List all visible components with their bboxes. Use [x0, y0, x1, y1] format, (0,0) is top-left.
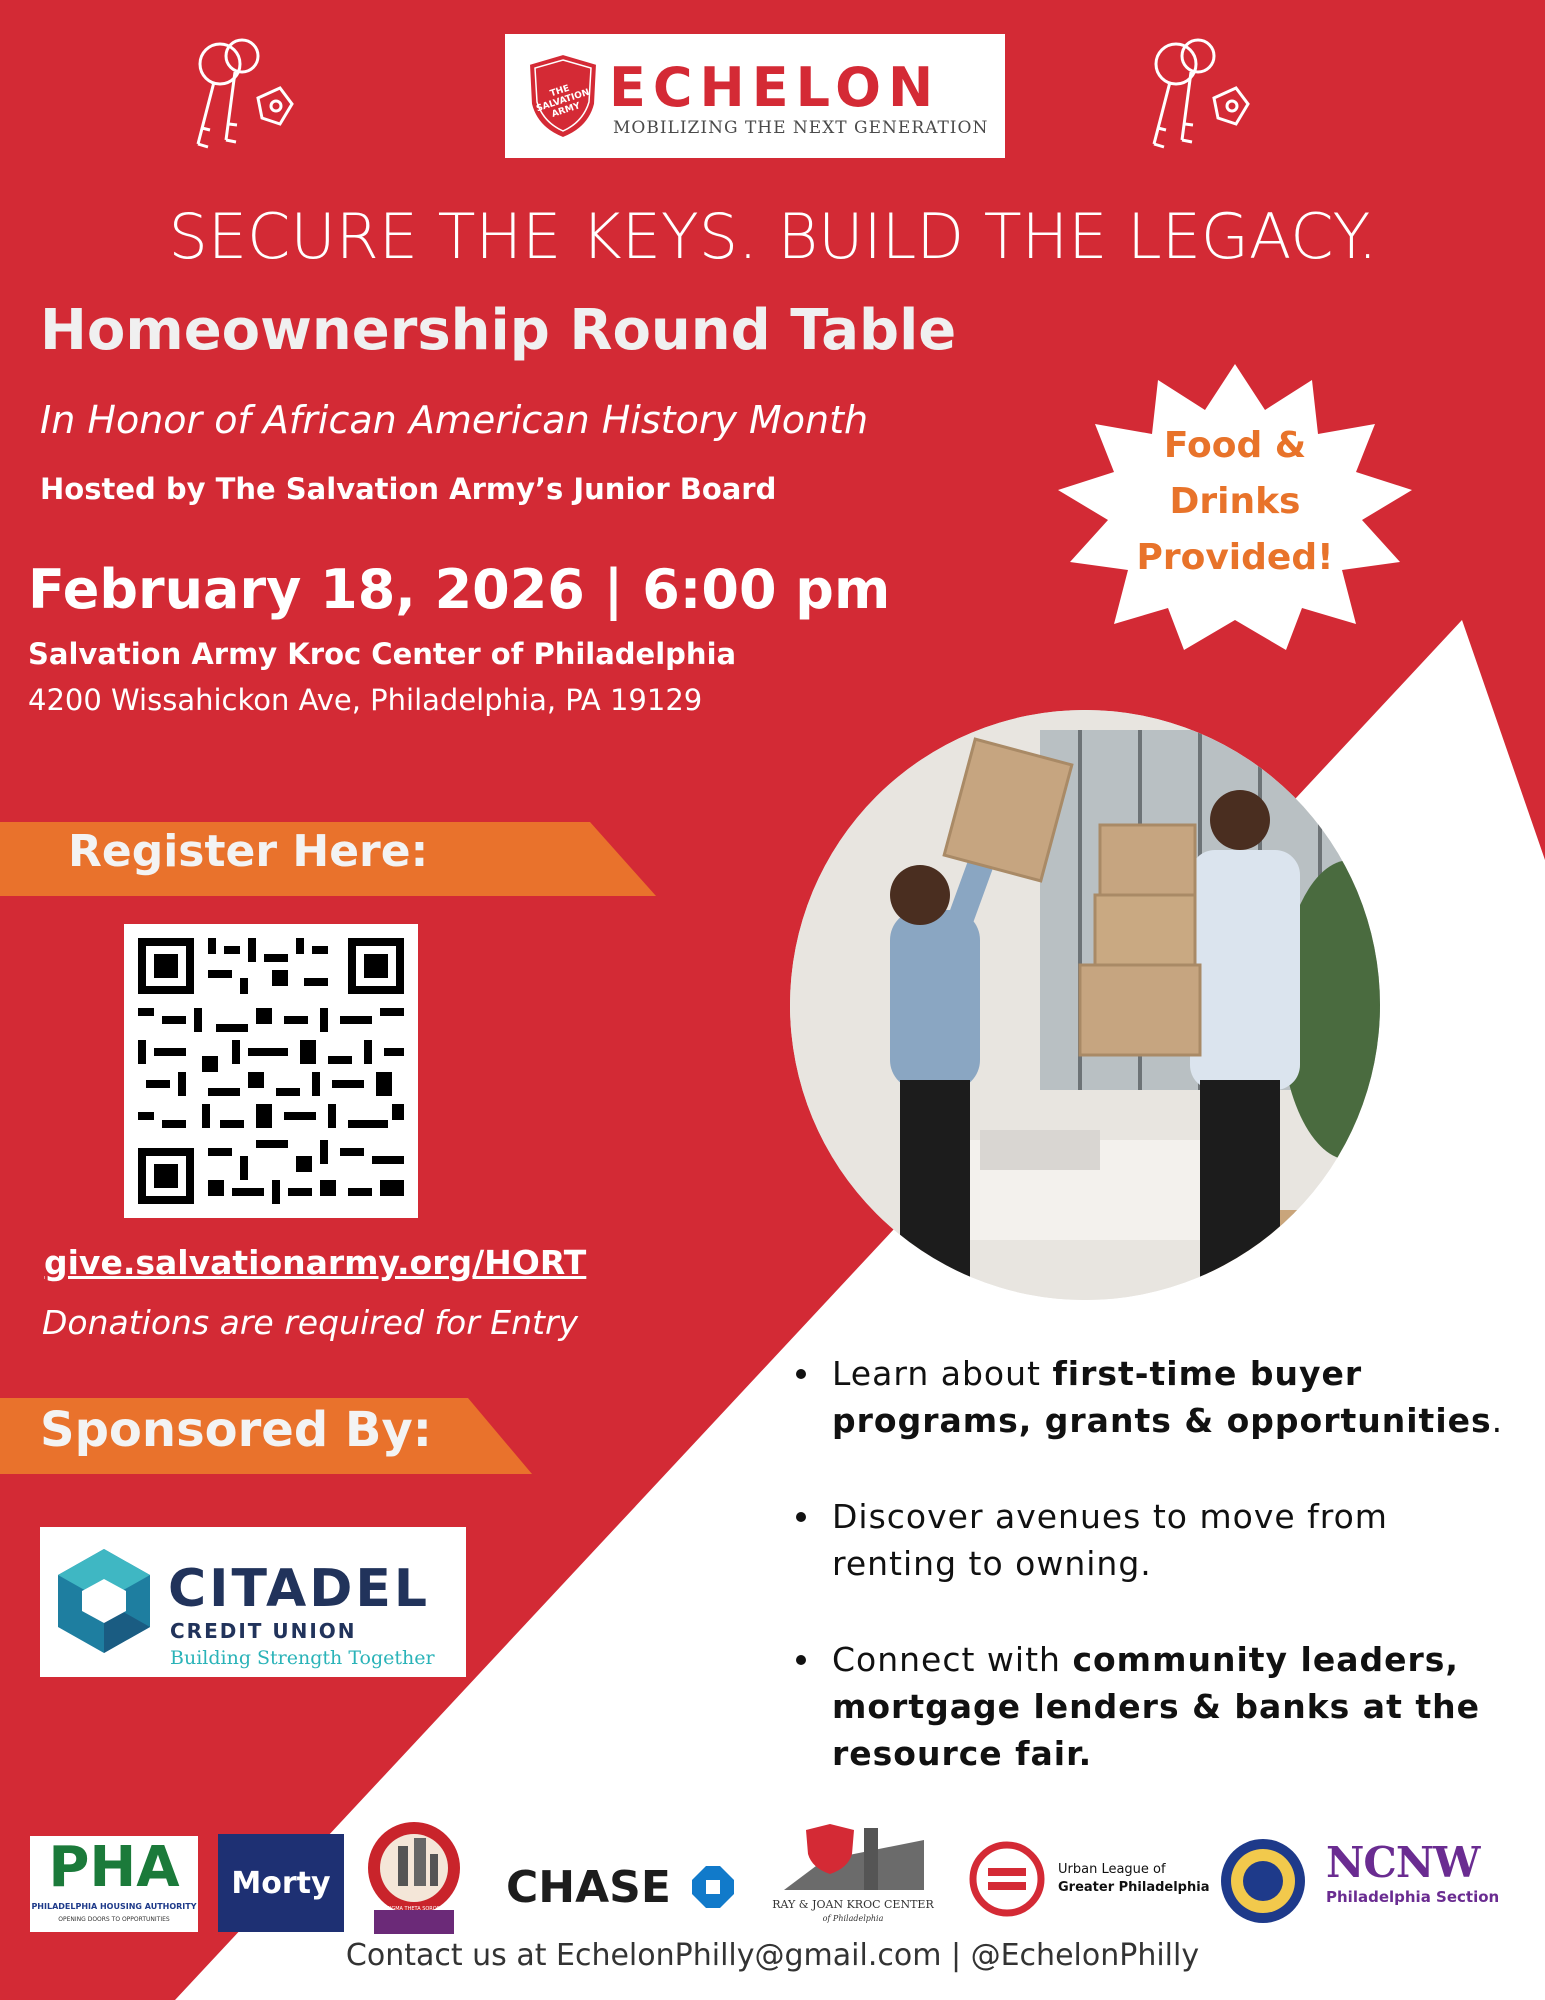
- citadel-hexagon-icon: [52, 1545, 156, 1657]
- citadel-name: CITADEL: [168, 1559, 431, 1619]
- echelon-logo: [505, 34, 1005, 158]
- chase-logo: CHASE: [506, 1862, 734, 1913]
- couple-moving-photo: [790, 710, 1380, 1300]
- event-host: Hosted by The Salvation Army’s Junior Board: [40, 472, 777, 506]
- chase-octagon-icon: [692, 1866, 734, 1908]
- dst-label: DELTA SIGMA THETA SORORITY INC: [369, 1906, 459, 1912]
- kroc-center-logo: RAY & JOAN KROC CENTER of Philadelphia: [764, 1820, 942, 1930]
- qr-code-icon: [124, 924, 418, 1218]
- pha-logo: PHA PHILADELPHIA HOUSING AUTHORITY OPENING DOORS TO OPPORTUNITIES: [30, 1836, 198, 1932]
- registration-qr-code[interactable]: [124, 924, 418, 1218]
- sponsored-label: Sponsored By:: [40, 1402, 432, 1458]
- event-venue: Salvation Army Kroc Center of Philadelphia: [28, 637, 737, 671]
- citadel-logo: [40, 1527, 466, 1677]
- registration-link[interactable]: give.salvationarmy.org/HORT: [44, 1243, 587, 1282]
- ncnw-logo: NCNW Philadelphia Section: [1326, 1838, 1500, 1906]
- shield-label: THE SALVATION ARMY: [535, 83, 591, 120]
- citadel-sub: CREDIT UNION: [170, 1619, 357, 1643]
- delta-sigma-theta-logo: [364, 1818, 464, 1938]
- logo-name: ECHELON: [609, 56, 941, 119]
- list-item: Learn about first-time buyer programs, grants & opportunities.: [790, 1350, 1510, 1444]
- benefits-list: [790, 1350, 1510, 1826]
- event-title: Homeownership Round Table: [40, 298, 957, 363]
- morty-logo: Morty: [218, 1834, 344, 1932]
- keys-icon: [1136, 32, 1256, 162]
- urban-league-logo: Urban League of Greater Philadelphia: [968, 1840, 1208, 1920]
- list-item: Discover avenues to move from renting to owning.: [790, 1493, 1510, 1587]
- keys-icon: [180, 32, 300, 162]
- event-date-time: February 18, 2026 | 6:00 pm: [28, 558, 891, 621]
- headline: SECURE THE KEYS. BUILD THE LEGACY.: [168, 200, 1378, 273]
- ahs-seal-icon: [1218, 1836, 1308, 1926]
- kroc-building-icon: [764, 1820, 942, 1896]
- event-honor: In Honor of African American History Month: [40, 398, 869, 442]
- event-address: 4200 Wissahickon Ave, Philadelphia, PA 19129: [28, 683, 703, 717]
- donation-note: Donations are required for Entry: [42, 1303, 579, 1342]
- register-label: Register Here:: [68, 826, 429, 877]
- logo-tagline: MOBILIZING THE NEXT GENERATION: [613, 118, 989, 138]
- badge-text: Food & Drinks Provided!: [1136, 425, 1334, 578]
- list-item: Connect with community leaders, mortgage lenders & banks at the resource fair.: [790, 1636, 1510, 1777]
- equal-sign-icon: [968, 1840, 1046, 1918]
- citadel-tagline: Building Strength Together: [170, 1647, 435, 1669]
- contact-line: Contact us at EchelonPhilly@gmail.com | @EchelonPhilly: [345, 1938, 1200, 1973]
